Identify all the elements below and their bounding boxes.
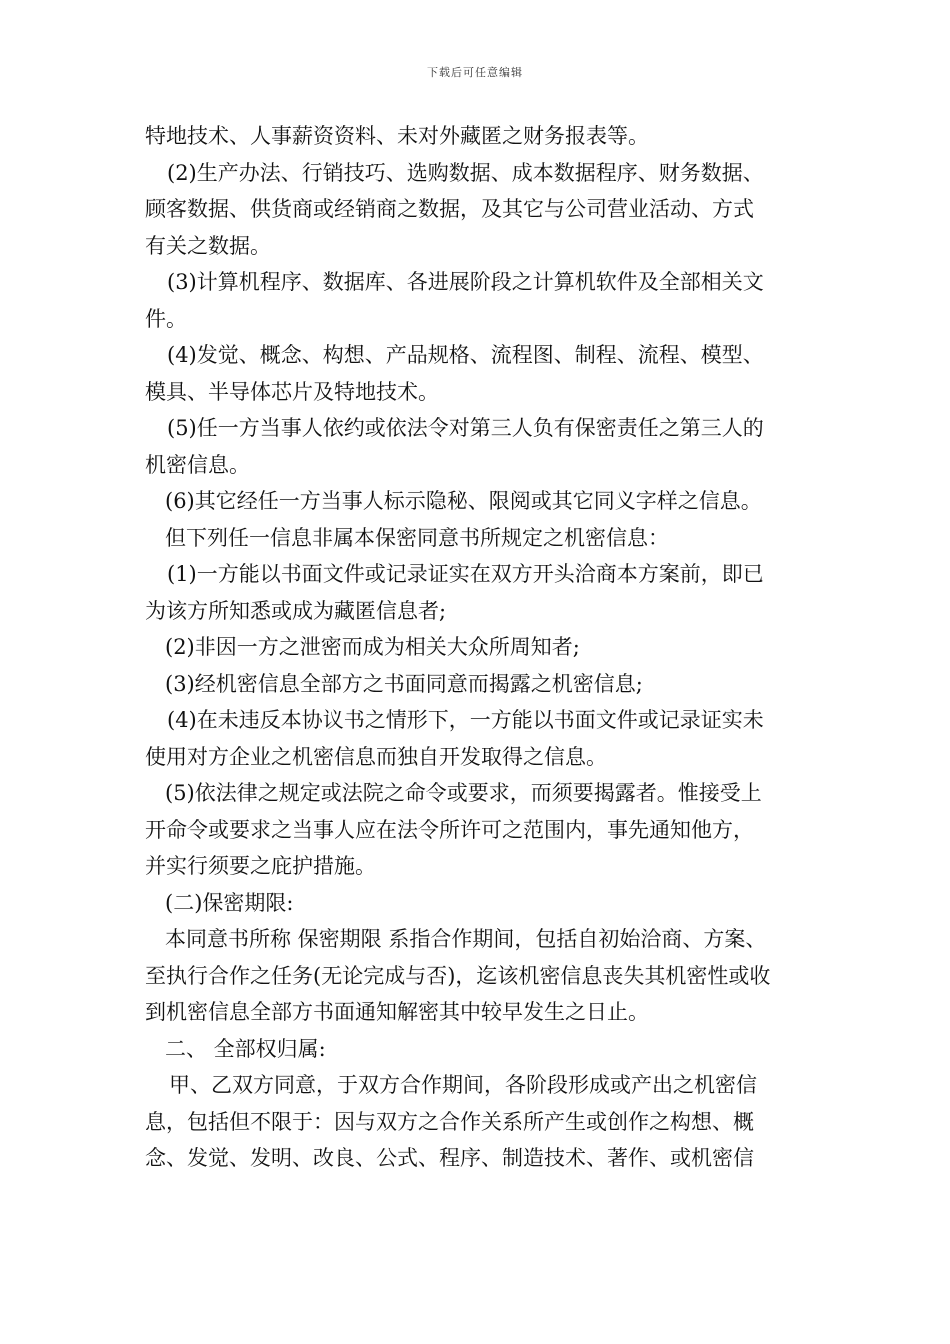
text-line: (5)任一方当事人依约或依法令对第三人负有保密责任之第三人的 xyxy=(167,416,764,440)
text-line: (2)非因一方之泄密而成为相关大众所周知者; xyxy=(165,635,580,659)
text-line: (4)在未违反本协议书之情形下，一方能以书面文件或记录证实未 xyxy=(167,708,764,732)
text-line: 模具、半导体芯片及特地技术。 xyxy=(145,379,439,404)
text-line: 本同意书所称 保密期限 系指合作期间，包括自初始洽商、方案、 xyxy=(165,927,767,951)
text-line: (5)依法律之规定或法院之命令或要求，而须要揭露者。惟接受上 xyxy=(165,781,762,805)
text-line: (1)一方能以书面文件或记录证实在双方开头洽商本方案前，即已 xyxy=(167,562,764,586)
text-line: 到机密信息全部方书面通知解密其中较早发生之日止。 xyxy=(145,1000,649,1024)
section-heading: 二、 全部权归属: xyxy=(165,1036,326,1061)
text-line: 但下列任一信息非属本保密同意书所规定之机密信息： xyxy=(165,525,669,550)
text-line: (3)计算机程序、数据库、各进展阶段之计算机软件及全部相关文 xyxy=(167,270,764,294)
page-header: 下载后可任意编辑 xyxy=(427,66,523,79)
text-line: 顾客数据、供货商或经销商之数据，及其它与公司营业活动、方式 xyxy=(145,197,754,221)
document-body xyxy=(145,118,807,1177)
section-heading: (二)保密期限: xyxy=(165,890,294,915)
text-line: 为该方所知悉或成为藏匿信息者; xyxy=(145,598,447,623)
text-line: 特地技术、人事薪资资料、未对外藏匿之财务报表等。 xyxy=(145,124,649,148)
text-line: (2)生产办法、行销技巧、选购数据、成本数据程序、财务数据、 xyxy=(167,160,764,185)
text-line: 件。 xyxy=(145,306,187,331)
text-line: 至执行合作之任务(无论完成与否)，迄该机密信息丧失其机密性或收 xyxy=(145,963,771,988)
text-line: (3)经机密信息全部方之书面同意而揭露之机密信息; xyxy=(165,671,643,696)
text-line: (4)发觉、概念、构想、产品规格、流程图、制程、流程、模型、 xyxy=(167,343,764,367)
text-line: 念、发觉、发明、改良、公式、程序、制造技术、著作、或机密信 xyxy=(145,1146,754,1170)
text-line: 甲、乙双方同意，于双方合作期间，各阶段形成或产出之机密信 xyxy=(169,1073,757,1097)
text-line: (6)其它经任一方当事人标示隐秘、限阅或其它同义字样之信息。 xyxy=(165,489,762,513)
text-line: 开命令或要求之当事人应在法令所许可之范围内，事先通知他方， xyxy=(145,817,754,842)
text-line: 有关之数据。 xyxy=(145,233,271,258)
text-line: 机密信息。 xyxy=(145,452,250,477)
text-line: 并实行须要之庇护措施。 xyxy=(145,854,376,878)
text-line: 息，包括但不限于：因与双方之合作关系所产生或创作之构想、概 xyxy=(145,1109,754,1134)
text-line: 使用对方企业之机密信息而独自开发取得之信息。 xyxy=(145,744,607,769)
